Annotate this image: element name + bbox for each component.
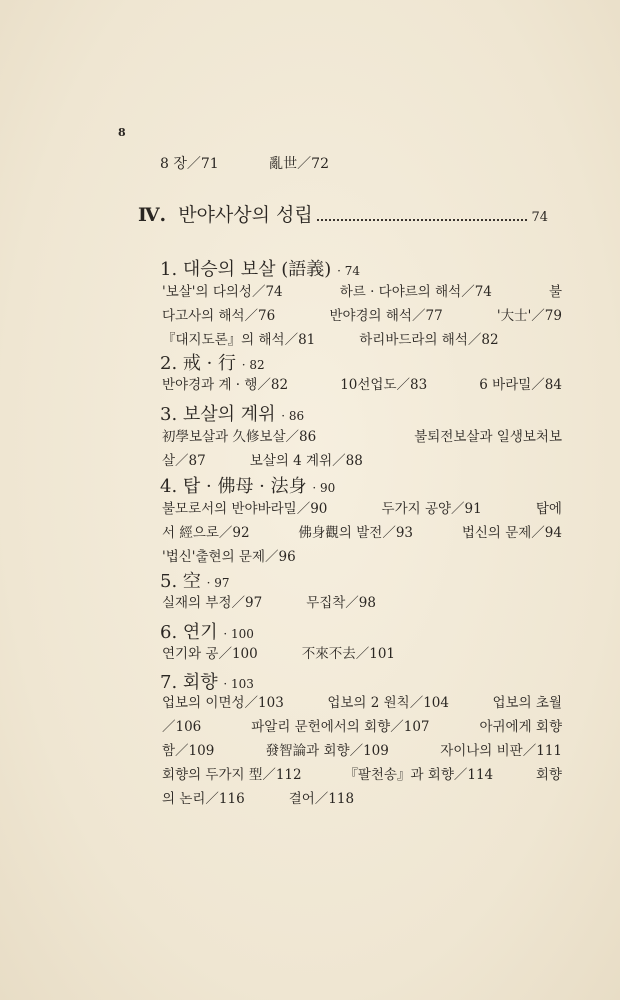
toc-entry: 반야경과 계 · 행／82 (162, 377, 289, 393)
toc-entry: 다고사의 해석／76 (162, 308, 276, 324)
toc-entry: ／106 (162, 719, 202, 735)
section-entries (162, 425, 562, 473)
section-heading (160, 567, 230, 593)
entry-row (162, 425, 562, 449)
part-numeral: Ⅳ. (138, 204, 167, 226)
toc-entry: 8 장／71 (160, 156, 219, 172)
toc-entry: '보살'의 다의성／74 (162, 284, 283, 300)
entry-row (162, 715, 562, 739)
toc-entry: 연기와 공／100 (162, 646, 258, 662)
toc-entry: 불퇴전보살과 일생보처보 (414, 429, 562, 445)
section-heading (160, 400, 304, 426)
toc-entry: 업보의 2 원칙／104 (327, 695, 449, 711)
toc-entry: 반야경의 해석／77 (329, 308, 443, 324)
section-title: 1. 대승의 보살 (語義) (160, 259, 332, 280)
toc-entry: 실재의 부정／97 (162, 595, 263, 611)
toc-entry: 불 (548, 284, 562, 300)
toc-entry: 업보의 초월 (492, 695, 562, 711)
section-entries (162, 591, 562, 615)
toc-entry: 업보의 이면성／103 (162, 695, 284, 711)
toc-entry: 아귀에게 회향 (479, 719, 562, 735)
section-page: · 103 (223, 677, 254, 691)
entry-row (162, 449, 562, 473)
toc-entry: 서 經으로／92 (162, 525, 250, 541)
section-title: 2. 戒 · 行 (160, 353, 237, 374)
section-entries (162, 373, 562, 397)
section-page: · 74 (337, 264, 360, 278)
entry-row (162, 691, 562, 715)
toc-entry: 佛身觀의 발전／93 (298, 525, 413, 541)
section-heading (160, 255, 360, 281)
toc-entry: 무집착／98 (306, 595, 376, 611)
section-title: 5. 空 (160, 571, 201, 592)
toc-entry: 初學보살과 久修보살／86 (162, 429, 317, 445)
section-page: · 86 (281, 409, 305, 423)
toc-entry: 함／109 (162, 743, 215, 759)
toc-entry: 6 바라밀／84 (479, 377, 562, 393)
toc-entry: 회향의 두가지 型／112 (162, 767, 302, 783)
toc-entry: 보살의 4 계위／88 (249, 453, 363, 469)
toc-entry: 不來不去／101 (301, 646, 396, 662)
toc-entry: 탑에 (535, 501, 562, 517)
entry-row (162, 763, 562, 787)
entry-row (162, 521, 562, 545)
entry-row (162, 373, 562, 397)
toc-entry: 의 논리／116 (162, 791, 245, 807)
toc-entry: 불모로서의 반야바라밀／90 (162, 501, 328, 517)
entry-row (162, 545, 562, 569)
section-page: · 100 (223, 627, 254, 641)
page-number: 8 (118, 126, 126, 139)
toc-entry: '법신'출현의 문제／96 (162, 549, 296, 565)
section-entries (162, 642, 562, 666)
entry-row (162, 739, 562, 763)
entry-row (162, 591, 562, 615)
toc-entry: 살／87 (162, 453, 206, 469)
prev-chapter-entries (160, 153, 329, 173)
section-title: 4. 탑 · 佛母 · 法身 (160, 476, 307, 497)
section-page: · 82 (241, 358, 265, 372)
section-title: 7. 회향 (160, 672, 218, 693)
section-entries (162, 691, 562, 811)
toc-entry: 결어／118 (288, 791, 355, 807)
toc-entry: 10선업도／83 (340, 377, 428, 393)
toc-entry: 『대지도론』의 해석／81 (162, 332, 316, 348)
section-heading (160, 472, 335, 498)
section-entries (162, 497, 562, 569)
section-heading (160, 618, 254, 644)
part-heading (138, 200, 548, 227)
toc-entry: 하리바드라의 해석／82 (359, 332, 499, 348)
toc-entry: 두가지 공양／91 (381, 501, 482, 517)
entry-row (162, 304, 562, 328)
toc-entry: '大士'／79 (496, 308, 562, 324)
toc-entry: 『팔천송』과 회향／114 (344, 767, 494, 783)
toc-entry: 자이나의 비판／111 (440, 743, 562, 759)
entry-row (162, 280, 562, 304)
entry-row (162, 642, 562, 666)
part-page: 74 (531, 210, 548, 225)
toc-entry: 하르 · 다야르의 해석／74 (339, 284, 492, 300)
section-heading (160, 349, 265, 375)
section-title: 3. 보살의 계위 (160, 404, 276, 425)
section-entries (162, 280, 562, 352)
part-title: 반야사상의 성립 (178, 204, 313, 226)
entry-row (162, 497, 562, 521)
toc-entry: 發智論과 회향／109 (265, 743, 389, 759)
toc-entry: 법신의 문제／94 (461, 525, 562, 541)
dot-leader (317, 219, 528, 221)
section-page: · 90 (312, 481, 336, 495)
toc-entry: 亂世／72 (269, 156, 329, 172)
section-page: · 97 (206, 576, 230, 590)
section-title: 6. 연기 (160, 622, 218, 643)
toc-entry: 회향 (535, 767, 562, 783)
entry-row (162, 787, 562, 811)
toc-entry: 파알리 문헌에서의 회향／107 (251, 719, 430, 735)
